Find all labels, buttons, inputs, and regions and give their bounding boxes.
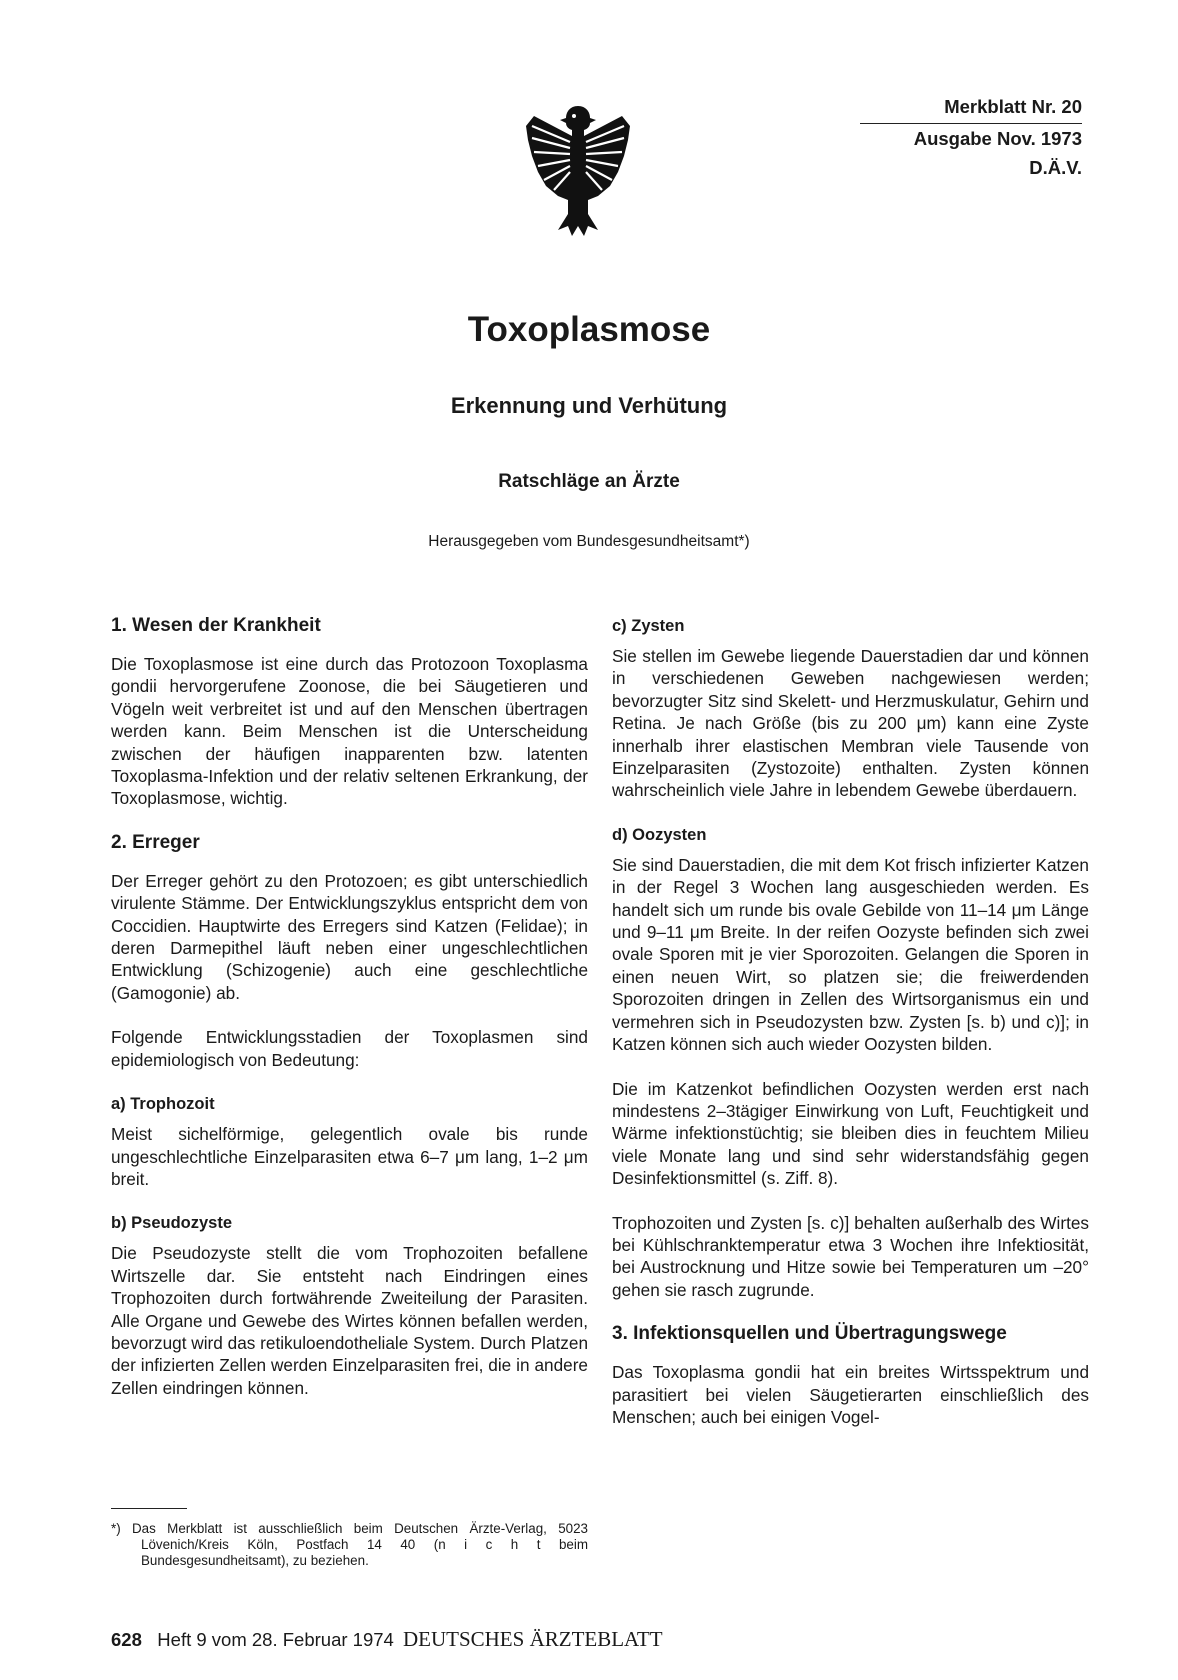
oozysten-heading: d) Oozysten — [612, 825, 707, 844]
audience-line: Ratschläge an Ärzte — [498, 471, 680, 492]
page-number: 628 — [111, 1629, 142, 1650]
oozysten-text-3: Trophozoiten und Zysten [s. c)] behalten außerhalb des Wirtes bei Kühlschranktemperatur etwa 3 Wochen ihre Infektiosität, bei Austrocknung und Hitze sowie bei Temperaturen um –20° gehen sie rasch zugrunde. — [612, 1212, 1089, 1300]
zysten-text: Sie stellen im Gewebe liegende Dauerstadien dar und können in verschiedenen Geweben nachgewiesen werden; bevorzugter Sitz sind Skelett- und Herzmuskulatur, Gehirn und Retina. Je nach Größe (bis zu 200 μm) kann eine Zyste innerhalb ihrer elastischen Membran viele Tausende von Einzelparasiten (Zystozoite) enthalten. Zysten können wahrscheinlich viele Jahre in lebendem Gewebe überdauern. — [612, 646, 1089, 801]
footnote-rule — [111, 1508, 187, 1509]
federal-eagle-emblem — [522, 96, 634, 242]
publisher-abbrev: D.Ä.V. — [1029, 157, 1082, 178]
header-meta — [860, 92, 1082, 182]
section-2-heading: 2. Erreger — [111, 831, 200, 853]
editor-line: Herausgegeben vom Bundesgesundheitsamt*) — [428, 533, 750, 550]
section-2-text: Der Erreger gehört zu den Protozoen; es gibt unterschiedlich virulente Stämme. Der Entwicklungszyklus entspricht dem von Coccidien. Hauptwirte des Erregers sind Katzen (Felidae); in deren Darmepithel läuft neben einer ungeschlechtlichen Entwicklung (Schizogenie) auch eine geschlechtliche (Gamogonie) ab. — [111, 870, 588, 1003]
right-column — [612, 615, 1089, 1450]
section-1-text: Die Toxoplasmose ist eine durch das Protozoon Toxoplasma gondii hervorgerufene Zoonose, die bei Säugetieren und Vögeln weit verbreitet ist und auf den Menschen übertragen werden kann. Beim Menschen ist die Unterscheidung zwischen der häufigen inapparenten bzw. latenten Toxoplasma-Infektion und der relativ seltenen Erkrankung, der Toxoplasmose, wichtig. — [111, 654, 588, 809]
left-column — [111, 615, 588, 1421]
magazine-name: DEUTSCHES ÄRZTEBLATT — [402, 1627, 663, 1651]
zysten-heading: c) Zysten — [612, 617, 685, 635]
section-3-heading: 3. Infektionsquellen und Übertragungswege — [612, 1323, 1007, 1345]
footnote-text: *) Das Merkblatt ist ausschließlich beim Deutschen Ärzte-Verlag, 5023 Lövenich/Kreis Köln, Postfach 14 40 (n i c h t beim Bundesgesundheitsamt), zu beziehen. — [111, 1521, 588, 1568]
section-1-heading: 1. Wesen der Krankheit — [111, 615, 321, 636]
pseudozyste-heading: b) Pseudozyste — [111, 1214, 233, 1233]
trophozoit-text: Meist sichelförmige, gelegentlich ovale bis runde ungeschlechtliche Einzelparasiten etwa 6–7 μm lang, 1–2 μm breit. — [111, 1124, 588, 1189]
edition-date: Ausgabe Nov. 1973 — [913, 128, 1082, 149]
section-3-text: Das Toxoplasma gondii hat ein breites Wirtsspektrum und parasitiert bei vielen Säugetierarten einschließlich des Menschen; auch bei einigen Vogel- — [612, 1362, 1089, 1427]
pseudozyste-text: Die Pseudozyste stellt die vom Trophozoiten befallene Wirtszelle dar. Sie entsteht nach Eindringen eines Trophozoiten durch fortwährende Zweiteilung der Parasiten. Alle Organe und Gewebe des Wirtes können befallen werden, bevorzugt wird das retikuloendotheliale System. Durch Platzen der infizierten Zellen werden Einzelparasiten frei, die in andere Zellen eindringen können. — [111, 1243, 588, 1398]
section-2-intro: Folgende Entwicklungsstadien der Toxoplasmen sind epidemiologisch von Bedeutung: — [111, 1027, 588, 1070]
document-title: Toxoplasmose — [467, 310, 711, 349]
issue-info: Heft 9 vom 28. Februar 1974 — [157, 1629, 394, 1650]
oozysten-text-2: Die im Katzenkot befindlichen Oozysten werden erst nach mindestens 2–3tägiger Einwirkung von Luft, Feuchtigkeit und Wärme infektionstüchtig; sie bleiben dies in feuchtem Milieu viele Monate lang und sind sehr widerstandsfähig gegen Desinfektionsmittel (s. Ziff. 8). — [612, 1078, 1089, 1189]
oozysten-text-1: Sie sind Dauerstadien, die mit dem Kot frisch infizierter Katzen in der Regel 3 Wochen lang ausgeschieden werden. Es handelt sich um runde bis ovale Gebilde von 11–14 μm Länge und 9–11 μm Breite. In der reifen Oozyste befinden sich zwei ovale Sporen mit je vier Sporozoiten. Gelangen die Sporen in einen neuen Wirt, so platzen sie; die freiwerdenden Sporozoiten dringen in Zellen des Wirtsorganismus ein und vermehren sich in Pseudozysten bzw. Zysten [s. b) und c)]; in Katzen können sich auch wieder Oozysten bilden. — [612, 854, 1089, 1055]
footnote — [111, 1508, 588, 1569]
document-subtitle: Erkennung und Verhütung — [450, 393, 728, 418]
merkblatt-number: Merkblatt Nr. 20 — [944, 96, 1082, 117]
trophozoit-heading: a) Trophozoit — [111, 1095, 215, 1114]
page-footer — [111, 1627, 663, 1652]
